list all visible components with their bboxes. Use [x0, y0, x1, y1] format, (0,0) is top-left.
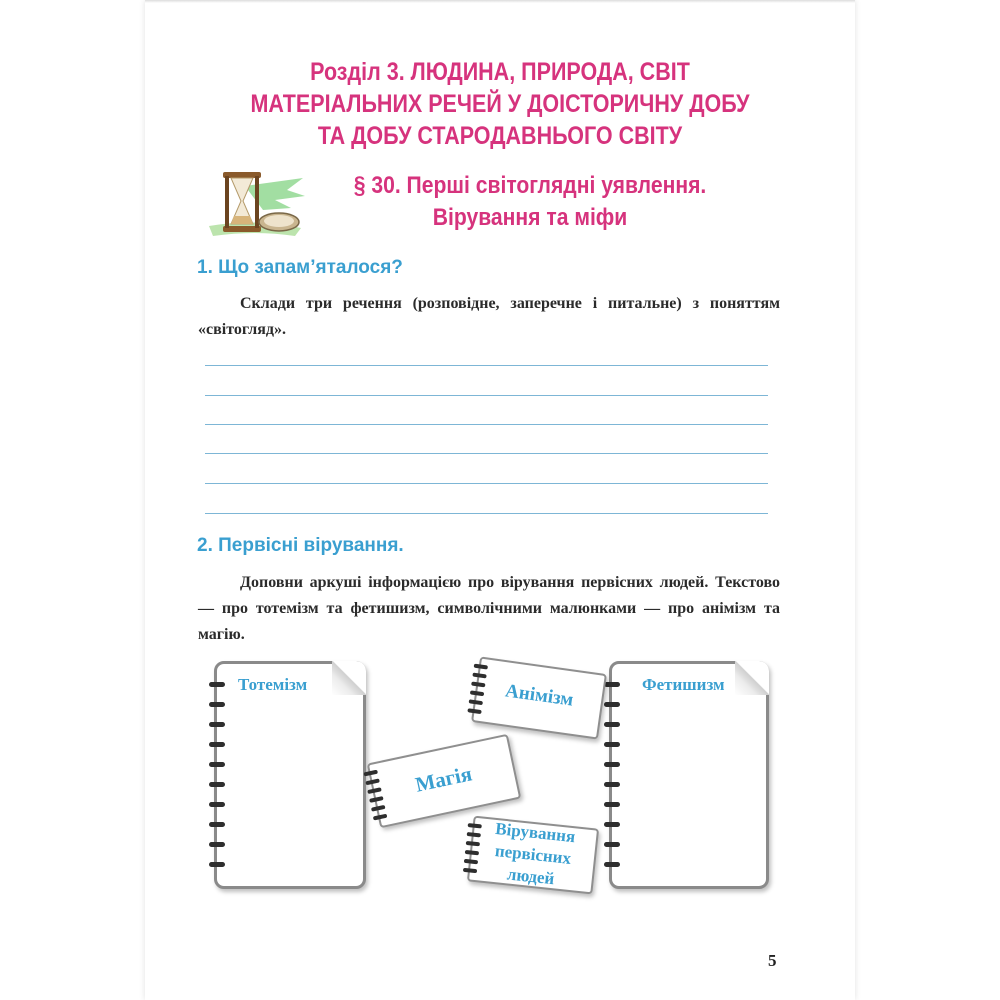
page-curl-icon: [735, 661, 769, 695]
card-primitive-beliefs-label: [469, 816, 597, 894]
task-2-text: [198, 570, 780, 648]
task-1-heading: 1. Що запам’яталося?: [197, 257, 403, 278]
hourglass-icon: [205, 166, 305, 240]
answer-line[interactable]: [205, 365, 768, 366]
notepad-totemism-label: Тотемізм: [238, 675, 308, 694]
notepad-fetishism-label: Фетишизм: [642, 675, 725, 694]
card-animism-label: Анімізм: [503, 680, 575, 711]
answer-line[interactable]: [205, 395, 768, 396]
answer-line[interactable]: [205, 513, 768, 514]
section-title: [319, 170, 741, 234]
spiral-binding: [604, 664, 620, 886]
spiral-binding: [209, 664, 225, 886]
card-magic-label: Магія: [413, 761, 474, 797]
page-top-edge: [145, 0, 855, 3]
section-title-line: Вірування та міфи: [432, 204, 628, 231]
card-beliefs-line: Вірування: [494, 818, 577, 847]
answer-line[interactable]: [205, 453, 768, 454]
chapter-title-line: ТА ДОБУ СТАРОДАВНЬОГО СВІТУ: [317, 122, 683, 150]
notepad-fetishism[interactable]: [609, 661, 769, 889]
task-2-heading: 2. Первісні вірування.: [197, 535, 404, 556]
page-curl-icon: [332, 661, 366, 695]
task-1-instruction: Склади три речення (розповідне, заперечне і питальне) з поняттям «світогляд».: [198, 295, 780, 338]
chapter-title: [70, 56, 930, 152]
card-beliefs-line: людей: [506, 864, 556, 889]
page-number: 5: [768, 951, 777, 970]
card-primitive-beliefs[interactable]: [467, 816, 599, 895]
notepad-totemism[interactable]: [214, 661, 366, 889]
answer-line[interactable]: [205, 483, 768, 484]
chapter-title-line: МАТЕРІАЛЬНИХ РЕЧЕЙ У ДОІСТОРИЧНУ ДОБУ: [250, 90, 750, 118]
task-1-text: [198, 291, 780, 343]
task-2-instruction: Доповни аркуші інформацією про вірування первісних людей. Текстово — про тотемізм та фетишизм, символічними малюнками — про анімізм та магію.: [198, 574, 780, 643]
card-beliefs-line: первісних: [494, 841, 573, 868]
answer-line[interactable]: [205, 424, 768, 425]
section-title-line: § 30. Перші світоглядні уявлення.: [353, 172, 707, 199]
chapter-title-line: Розділ 3. ЛЮДИНА, ПРИРОДА, СВІТ: [310, 58, 690, 86]
